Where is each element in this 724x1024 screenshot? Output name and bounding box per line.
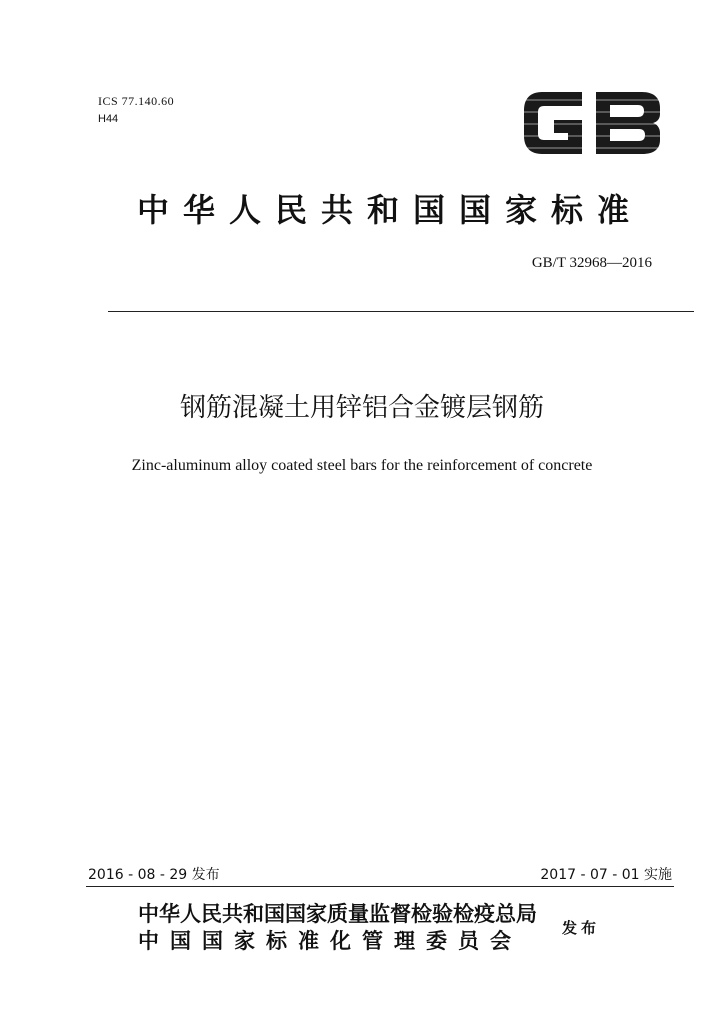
issue-date: 2016 - 08 - 29 发布 [88,867,220,883]
issuer-sac: 中国国家标准化管理委员会 [138,928,522,953]
gb-logo [520,88,664,158]
footer-divider [86,886,674,887]
ccs-code: H44 [98,113,119,125]
title-english: Zinc-aluminum alloy coated steel bars for the reinforcement of concrete [131,457,593,474]
implementation-date: 2017 - 07 - 01 实施 [540,867,672,883]
issuer-aqsiq: 中华人民共和国国家质量监督检验检疫总局 [138,901,537,926]
standard-type-name: 中华人民共和国国家标准 [136,191,643,229]
title-chinese: 钢筋混凝土用锌铝合金镀层钢筋 [179,393,544,423]
publish-label: 发布 [562,919,601,937]
standard-number: GB/T 32968—2016 [531,255,652,271]
ics-code: ICS 77.140.60 [98,94,175,108]
header-divider [108,311,694,312]
